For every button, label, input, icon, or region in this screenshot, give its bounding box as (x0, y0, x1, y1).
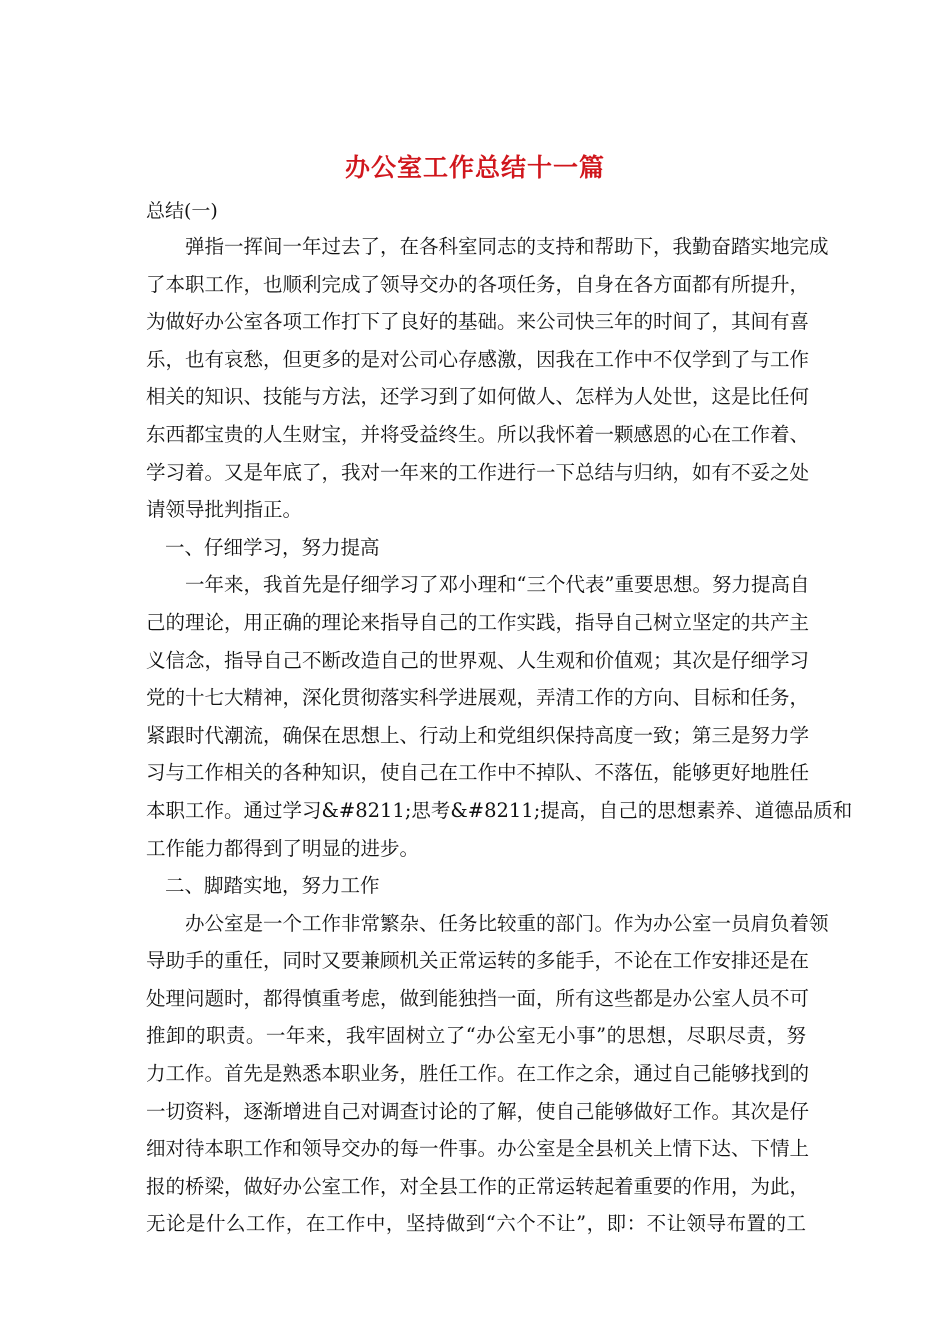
paragraph-line: 本职工作。通过学习&#8211;思考&#8211;提高，自己的思想素养、道德品质和 (146, 798, 853, 822)
paragraph-line: 乐，也有哀愁，但更多的是对公司心存感激，因我在工作中不仅学到了与工作 (146, 347, 810, 371)
paragraph-line: 紧跟时代潮流，确保在思想上、行动上和党组织保持高度一致；第三是努力学 (146, 723, 810, 747)
document-title: 办公室工作总结十一篇 (344, 153, 605, 182)
section-label: 总结(一) (146, 200, 218, 222)
paragraph-line: 东西都宝贵的人生财宝，并将受益终生。所以我怀着一颗感恩的心在工作着、 (146, 422, 810, 446)
paragraph-line: 一切资料，逐渐增进自己对调查讨论的了解，使自己能够做好工作。其次是仔 (146, 1099, 810, 1123)
subsection-heading: 二、脚踏实地，努力工作 (165, 874, 380, 898)
paragraph-line: 习与工作相关的各种知识，使自己在工作中不掉队、不落伍，能够更好地胜任 (146, 761, 810, 785)
document-body (146, 228, 853, 1243)
paragraph-line: 办公室是一个工作非常繁杂、任务比较重的部门。作为办公室一员肩负着领 (185, 911, 829, 935)
subsection-heading: 一、仔细学习，努力提高 (165, 535, 380, 559)
paragraph-line: 无论是什么工作，在工作中，坚持做到“六个不让”，即：不让领导布置的工 (146, 1212, 806, 1236)
paragraph-line: 请领导批判指正。 (146, 498, 303, 522)
paragraph-line: 义信念，指导自己不断改造自己的世界观、人生观和价值观；其次是仔细学习 (146, 648, 810, 672)
paragraph-line: 学习着。又是年底了，我对一年来的工作进行一下总结与归纳，如有不妥之处 (146, 460, 810, 484)
paragraph-line: 为做好办公室各项工作打下了良好的基础。来公司快三年的时间了，其间有喜 (146, 310, 810, 334)
paragraph-line: 弹指一挥间一年过去了，在各科室同志的支持和帮助下，我勤奋踏实地完成 (185, 235, 829, 258)
paragraph-line: 推卸的职责。一年来，我牢固树立了“办公室无小事”的思想，尽职尽责，努 (146, 1024, 806, 1048)
paragraph-line: 报的桥梁，做好办公室工作，对全县工作的正常运转起着重要的作用，为此， (146, 1174, 810, 1198)
paragraph-line: 了本职工作，也顺利完成了领导交办的各项任务，自身在各方面都有所提升， (146, 272, 810, 296)
paragraph-line: 党的十七大精神，深化贯彻落实科学进展观，弄清工作的方向、目标和任务， (146, 686, 810, 710)
paragraph-line: 工作能力都得到了明显的进步。 (146, 836, 420, 860)
paragraph-line: 己的理论，用正确的理论来指导自己的工作实践，指导自己树立坚定的共产主 (146, 610, 810, 634)
paragraph-line: 处理问题时，都得慎重考虑，做到能独挡一面，所有这些都是办公室人员不可 (146, 986, 810, 1010)
paragraph-line: 导助手的重任，同时又要兼顾机关正常运转的多能手，不论在工作安排还是在 (146, 949, 810, 973)
paragraph-line: 细对待本职工作和领导交办的每一件事。办公室是全县机关上情下达、下情上 (146, 1137, 810, 1161)
paragraph-line: 力工作。首先是熟悉本职业务，胜任工作。在工作之余，通过自己能够找到的 (146, 1062, 810, 1086)
paragraph-line: 一年来，我首先是仔细学习了邓小理和“三个代表”重要思想。努力提高自 (185, 573, 810, 597)
paragraph-line: 相关的知识、技能与方法，还学习到了如何做人、怎样为人处世，这是比任何 (146, 385, 810, 409)
